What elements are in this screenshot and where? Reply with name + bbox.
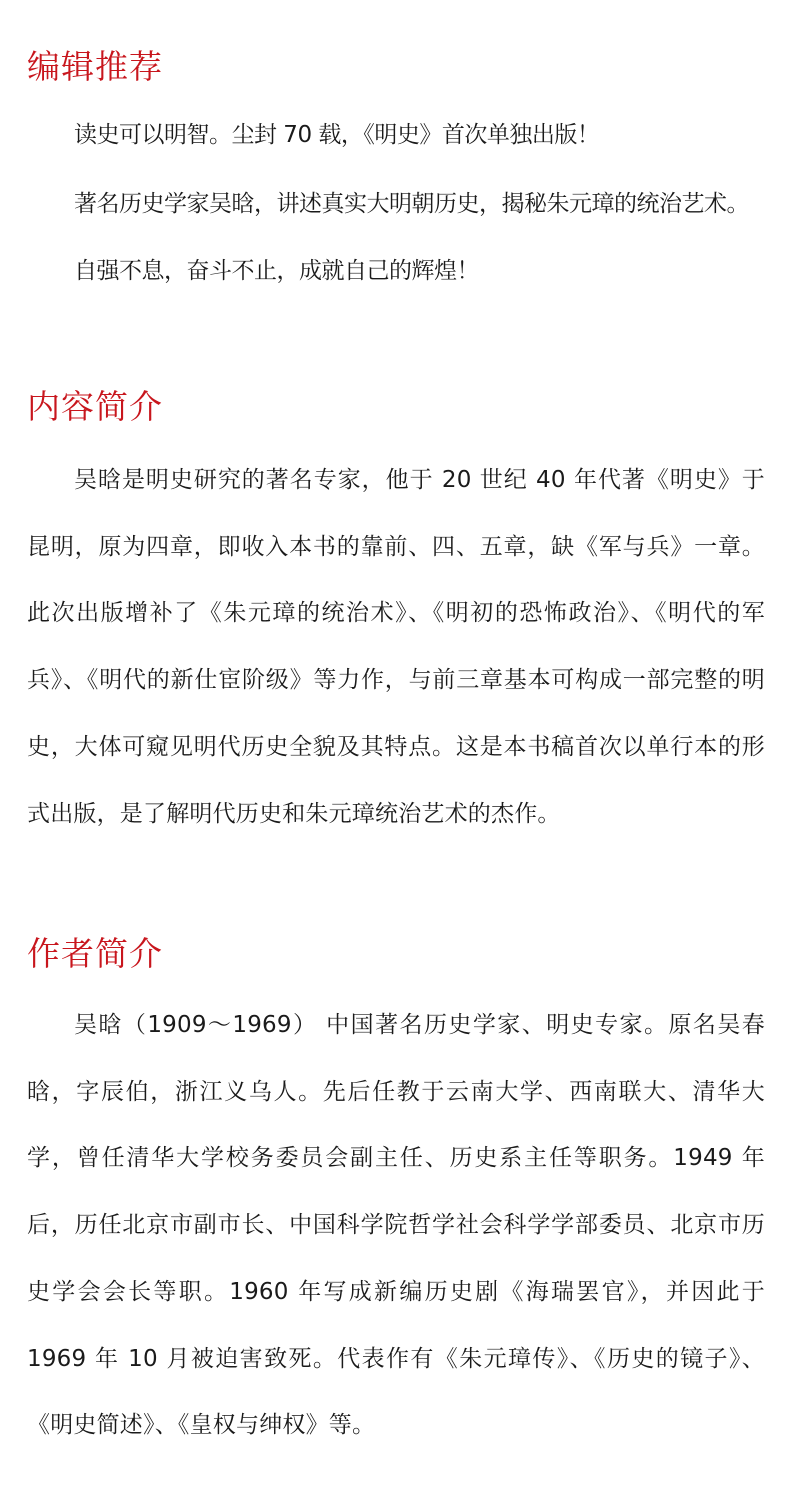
content-summary-heading: 内容简介 [27,387,163,426]
editor-recommendation-line: 自强不息，奋斗不止，成就自己的辉煌！ [74,258,479,284]
editor-recommendation-section [27,47,767,297]
content-summary-paragraph: 吴晗是明史研究的著名专家，他于 20 世纪 40 年代著《明史》于昆明，原为四章，即收入本书的靠前、四、五章，缺《军与兵》一章。此次出版增补了《朱元璋的统治术》、《明初的恐怖政治》、《明代的军兵》、《明代的新仕宦阶级》等力作，与前三章基本可构成一部完整的明史，大体可窥见明代历史全貌及其特点。这是本书稿首次以单行本的形式出版，是了解明代历史和朱元璋统治艺术的杰作。 [27,467,765,827]
editor-recommendation-heading: 编辑推荐 [27,47,163,86]
editor-recommendation-line: 读史可以明智。尘封 70 载，《明史》首次单独出版！ [74,122,600,148]
author-bio-paragraph: 吴晗（1909～1969） 中国著名历史学家、明史专家。原名吴春晗，字辰伯，浙江义乌人。先后任教于云南大学、西南联大、清华大学，曾任清华大学校务委员会副主任、历史系主任等职务。1949 年后，历任北京市副市长、中国科学院哲学社会科学学部委员、北京市历史学会会长等职。1960 年写成新编历史剧《海瑞罢官》，并因此于 1969 年 10 月被迫害致死。代表作有《朱元璋传》、《历史的镜子》、《明史简述》、《皇权与绅权》等。 [27,1012,765,1439]
author-bio-section [27,934,767,1474]
author-bio-heading: 作者简介 [27,934,163,973]
content-summary-section [27,387,767,847]
editor-recommendation-line: 著名历史学家吴晗，讲述真实大明朝历史，揭秘朱元璋的统治艺术。 [74,191,749,217]
